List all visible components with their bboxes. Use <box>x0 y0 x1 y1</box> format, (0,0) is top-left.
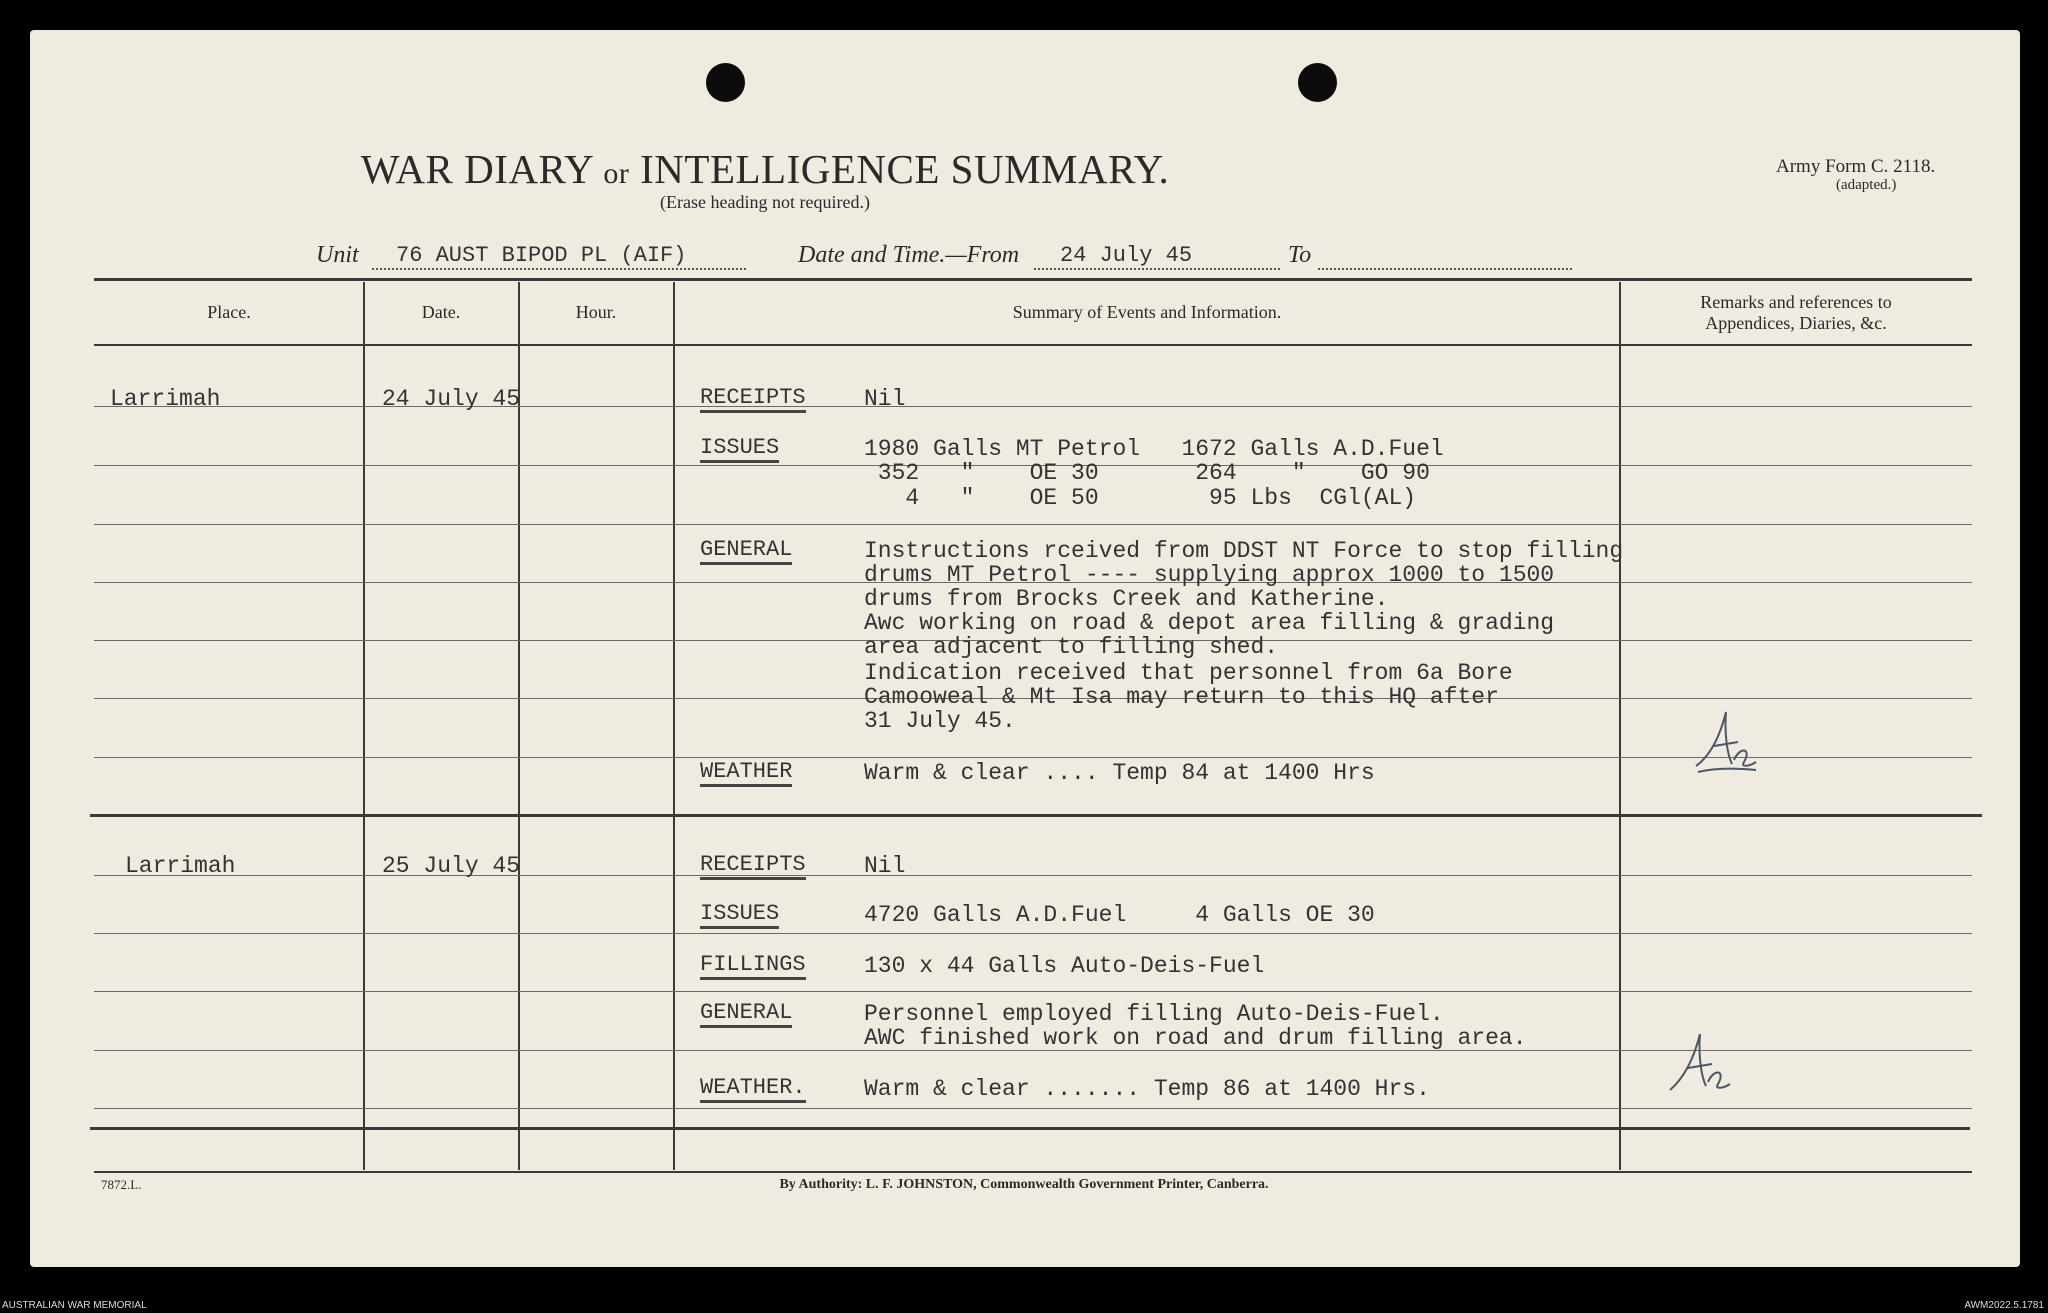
to-value-field <box>1318 242 1572 277</box>
column-header-summary: Summary of Events and Information. <box>1012 302 1282 322</box>
column-header-date: Date. <box>421 302 461 322</box>
column-header-place: Place. <box>207 302 251 322</box>
fillings-text: 130 x 44 Galls Auto-Deis-Fuel <box>864 953 1265 979</box>
issues-label: ISSUES <box>700 902 779 929</box>
receipts-label: RECEIPTS <box>700 386 806 413</box>
to-value-blank <box>1318 242 1572 270</box>
receipts-label: RECEIPTS <box>700 853 806 880</box>
weather-label: WEATHER. <box>700 1076 806 1103</box>
printer-authority: By Authority: L. F. JOHNSTON, Commonwealth Government Printer, Canberra. <box>779 1177 1269 1192</box>
table-top-rule <box>94 278 1972 281</box>
column-header-hour: Hour. <box>575 302 617 322</box>
entry-date: 25 July 45 <box>382 853 521 879</box>
weather-text: Warm & clear ....... Temp 86 at 1400 Hrs. <box>864 1076 1430 1102</box>
entry-end-rule <box>90 1127 1970 1130</box>
general-label: GENERAL <box>700 1001 792 1028</box>
header-bottom-rule <box>94 344 1972 346</box>
date-value: 24 July 45 <box>1034 243 1280 270</box>
general-line: drums from Brocks Creek and Katherine. <box>864 586 1389 612</box>
form-adapted: (adapted.) <box>1836 177 1897 193</box>
col-divider <box>673 282 675 1170</box>
form-number: Army Form C. 2118. <box>1776 156 1936 177</box>
punch-hole <box>1298 63 1337 102</box>
general-line: Awc working on road & depot area filling & grading <box>864 610 1555 636</box>
entry-date: 24 July 45 <box>382 386 521 412</box>
entry-divider <box>90 814 1982 817</box>
unit-value-field <box>372 242 746 270</box>
entry-place: Larrimah <box>110 386 221 412</box>
issues-line: 4 " OE 50 95 Lbs CGl(AL) <box>864 485 1417 511</box>
archive-reference: AWM2022.5.1781 <box>1964 1300 2044 1311</box>
unit-label: Unit <box>316 242 359 268</box>
col-divider <box>518 282 520 1170</box>
ruled-line <box>94 991 1972 992</box>
ruled-line <box>94 1108 1972 1109</box>
initials-signature <box>1664 1028 1736 1098</box>
issues-line: 1980 Galls MT Petrol 1672 Galls A.D.Fuel <box>864 436 1444 462</box>
ruled-line <box>94 875 1972 876</box>
general-line: drums MT Petrol ---- supplying approx 1000 to 1500 <box>864 562 1555 588</box>
ruled-line <box>94 524 1972 525</box>
form-code: 7872.L. <box>101 1177 142 1192</box>
general-line: Personnel employed filling Auto-Deis-Fuel. <box>864 1001 1444 1027</box>
general-line: area adjacent to filling shed. <box>864 634 1279 660</box>
general-line: Camooweal & Mt Isa may return to this HQ after <box>864 684 1499 710</box>
fillings-label: FILLINGS <box>700 953 806 980</box>
page-title: WAR DIARY or INTELLIGENCE SUMMARY. <box>360 146 1170 192</box>
date-label: Date and Time.—From <box>798 242 1020 268</box>
column-header-remarks: Remarks and references to Appendices, Diaries, &c. <box>1700 292 1892 333</box>
ruled-line <box>94 933 1972 934</box>
col-divider <box>363 282 365 1170</box>
to-label: To <box>1288 242 1312 268</box>
ruled-line <box>94 406 1972 407</box>
general-line: Instructions rceived from DDST NT Force to stop filling <box>864 538 1624 564</box>
receipts-text: Nil <box>864 386 906 412</box>
unit-value: 76 AUST BIPOD PL (AIF) <box>372 243 746 270</box>
weather-text: Warm & clear .... Temp 84 at 1400 Hrs <box>864 760 1375 786</box>
entry-place: Larrimah <box>125 853 236 879</box>
issues-line: 352 " OE 30 264 " GO 90 <box>864 460 1430 486</box>
date-value-field <box>1034 242 1280 270</box>
issues-label: ISSUES <box>700 436 779 463</box>
receipts-text: Nil <box>864 853 906 879</box>
general-line: AWC finished work on road and drum filling area. <box>864 1025 1527 1051</box>
page-subtitle: (Erase heading not required.) <box>660 192 870 212</box>
punch-hole <box>706 63 745 102</box>
col-divider <box>1619 282 1621 1170</box>
initials-signature <box>1690 706 1762 776</box>
table-bottom-rule <box>94 1171 1972 1173</box>
general-line: 31 July 45. <box>864 708 1016 734</box>
general-label: GENERAL <box>700 538 792 565</box>
archive-credit: AUSTRALIAN WAR MEMORIAL <box>2 1300 147 1311</box>
weather-label: WEATHER <box>700 760 792 787</box>
general-line: Indication received that personnel from 6a Bore <box>864 660 1513 686</box>
issues-text: 4720 Galls A.D.Fuel 4 Galls OE 30 <box>864 902 1375 928</box>
